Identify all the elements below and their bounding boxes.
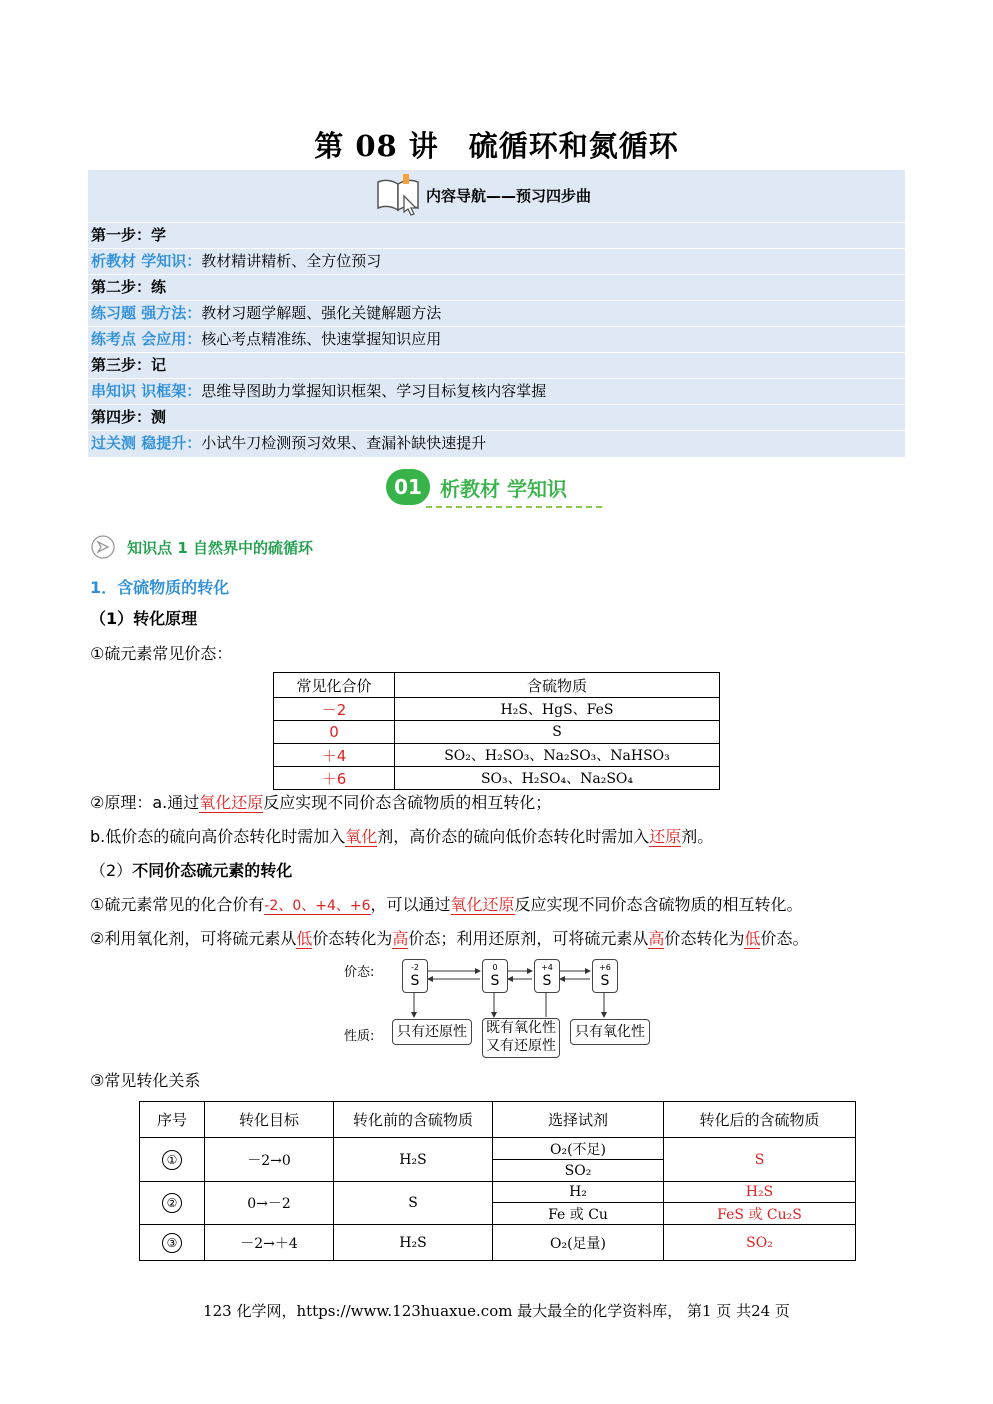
nav-step-label: 第三步：记 xyxy=(91,356,167,374)
box-valence: -2 xyxy=(411,963,419,972)
valence-cell: ＋6 xyxy=(274,767,395,790)
nav-row-step3 xyxy=(88,352,905,377)
target-cell: －2→＋4 xyxy=(205,1225,334,1261)
valence-diagram xyxy=(340,955,660,1060)
table-row xyxy=(274,744,720,767)
table-row xyxy=(274,721,720,744)
answer-blank: 氧化还原 xyxy=(199,793,264,812)
banner-number: 01 xyxy=(386,469,430,505)
page-title: 第 08 讲 硫循环和氮循环 xyxy=(314,129,679,163)
row-number: ① xyxy=(140,1138,205,1182)
table-header-cell: 转化后的含硫物质 xyxy=(664,1102,856,1138)
text-span: （2） xyxy=(90,861,133,880)
paragraph-principle-a xyxy=(90,790,551,813)
text-span: 反应实现不同价态含硫物质的相互转化。 xyxy=(514,895,803,914)
answer-blank: 低 xyxy=(296,929,313,948)
answer-blank: 氧化还原 xyxy=(450,895,515,914)
text-span: ，可以通过 xyxy=(370,895,451,914)
answer-blank: 高 xyxy=(648,929,665,948)
substance-cell: H₂S、HgS、FeS xyxy=(395,698,720,721)
text-span: 剂，高价态的硫向低价态转化时需加入 xyxy=(377,827,650,846)
property-box-reducing: 只有还原性 xyxy=(392,1019,472,1045)
text-span: ②利用氧化剂，可将硫元素从 xyxy=(90,929,297,948)
banner-underline xyxy=(426,506,602,508)
nav-item-lead: 练考点 会应用： xyxy=(91,330,202,348)
after-cell: H₂S xyxy=(664,1182,856,1203)
paragraph-principle-b xyxy=(90,824,713,847)
nav-step-label: 第二步：练 xyxy=(91,278,167,296)
section-heading-1: 1．含硫物质的转化 xyxy=(90,578,230,597)
nav-row-step1 xyxy=(88,222,905,247)
property-box-both xyxy=(482,1018,560,1058)
subsection-heading-2 xyxy=(90,858,292,881)
table-header-cell: 含硫物质 xyxy=(395,673,720,698)
nav-item-text: 教材习题学解题、强化关键解题方法 xyxy=(201,304,442,322)
substance-cell: SO₃、H₂SO₄、Na₂SO₄ xyxy=(395,767,720,790)
reagent-cell: O₂(足量) xyxy=(493,1225,664,1261)
nav-item-lead: 析教材 学知识： xyxy=(91,252,202,270)
nav-item-text: 核心考点精准练、快速掌握知识应用 xyxy=(201,330,442,348)
paragraph-common-conversions: ③常见转化关系 xyxy=(90,1071,201,1090)
text-span: 价态转化为 xyxy=(664,929,745,948)
substance-cell: SO₂、H₂SO₃、Na₂SO₃、NaHSO₃ xyxy=(395,744,720,767)
property-line: 又有还原性 xyxy=(486,1038,556,1054)
paragraph-valence-intro: ①硫元素常见价态： xyxy=(90,644,233,663)
nav-row-item xyxy=(88,378,905,403)
table-header-row xyxy=(274,673,720,698)
table-row xyxy=(140,1182,856,1203)
conversion-table xyxy=(139,1101,856,1261)
section-banner xyxy=(386,469,606,513)
nav-step-label: 第四步：测 xyxy=(91,408,167,426)
book-pointer-icon xyxy=(374,172,424,216)
text-span: 不同价态硫元素的转化 xyxy=(132,861,293,880)
box-symbol: S xyxy=(542,973,552,989)
paragraph-valences xyxy=(90,892,803,915)
after-cell: SO₂ xyxy=(664,1225,856,1261)
table-header-cell: 序号 xyxy=(140,1102,205,1138)
diagram-label-valence: 价态: xyxy=(344,965,375,980)
box-valence: +6 xyxy=(599,963,611,972)
valence-cell: －2 xyxy=(274,698,395,721)
table-header-cell: 转化前的含硫物质 xyxy=(334,1102,493,1138)
box-symbol: S xyxy=(410,973,420,989)
text-span: 价态；利用还原剂，可将硫元素从 xyxy=(408,929,649,948)
reagent-cell: Fe 或 Cu xyxy=(493,1203,664,1225)
text-span: 价态。 xyxy=(760,929,809,948)
subsection-heading-1: （1）转化原理 xyxy=(90,609,198,628)
valence-cell: ＋4 xyxy=(274,744,395,767)
target-cell: －2→0 xyxy=(205,1138,334,1182)
box-symbol: S xyxy=(600,973,610,989)
answer-blank: 高 xyxy=(392,929,409,948)
target-cell: 0→－2 xyxy=(205,1182,334,1225)
substance-cell: S xyxy=(395,721,720,744)
answer-blank: 氧化 xyxy=(345,827,378,846)
nav-item-lead: 过关测 稳提升： xyxy=(91,434,202,452)
text-span: ②原理：a.通过 xyxy=(90,793,200,812)
property-box-oxidizing: 只有氧化性 xyxy=(570,1019,650,1045)
nav-item-text: 小试牛刀检测预习效果、查漏补缺快速提升 xyxy=(201,434,487,452)
valence-table xyxy=(273,672,720,790)
row-number: ③ xyxy=(140,1225,205,1261)
row-number: ② xyxy=(140,1182,205,1225)
reagent-cell: O₂(不足) xyxy=(493,1138,664,1160)
nav-item-text: 思维导图助力掌握知识框架、学习目标复核内容掌握 xyxy=(201,382,547,400)
nav-row-step2 xyxy=(88,274,905,299)
text-span: b.低价态的硫向高价态转化时需加入 xyxy=(90,827,346,846)
box-valence: 0 xyxy=(492,963,498,972)
nav-header-text: 内容导航——预习四步曲 xyxy=(426,187,592,205)
nav-row-step4 xyxy=(88,404,905,429)
nav-item-lead: 串知识 识框架： xyxy=(91,382,202,400)
text-span: 价态转化为 xyxy=(312,929,393,948)
nav-header xyxy=(88,170,905,218)
banner-title: 析教材 学知识 xyxy=(440,477,567,501)
before-cell: S xyxy=(334,1182,493,1225)
before-cell: H₂S xyxy=(334,1138,493,1182)
after-cell: FeS 或 Cu₂S xyxy=(664,1203,856,1225)
valence-cell: 0 xyxy=(274,721,395,744)
table-row xyxy=(140,1225,856,1261)
answer-blank: 还原 xyxy=(649,827,682,846)
table-header-cell: 常见化合价 xyxy=(274,673,395,698)
table-row xyxy=(274,698,720,721)
nav-item-lead: 练习题 强方法： xyxy=(91,304,202,322)
nav-row-item xyxy=(88,300,905,325)
content-navigation-panel xyxy=(88,170,905,457)
table-header-cell: 选择试剂 xyxy=(493,1102,664,1138)
nav-step-label: 第一步：学 xyxy=(91,226,167,244)
nav-row-item xyxy=(88,430,905,455)
diagram-label-property: 性质: xyxy=(344,1029,375,1044)
box-valence: +4 xyxy=(541,963,553,972)
table-header-row xyxy=(140,1102,856,1138)
text-span: 剂。 xyxy=(681,827,714,846)
answer-blank: 低 xyxy=(744,929,761,948)
nav-item-text: 教材精讲精析、全方位预习 xyxy=(201,252,382,270)
before-cell: H₂S xyxy=(334,1225,493,1261)
knowledge-point-heading xyxy=(90,534,313,560)
text-span: ①硫元素常见的化合价有 xyxy=(90,895,265,914)
after-cell: S xyxy=(664,1138,856,1182)
text-span: 反应实现不同价态含硫物质的相互转化； xyxy=(263,793,552,812)
nav-row-item xyxy=(88,326,905,351)
nav-row-item xyxy=(88,248,905,273)
table-header-cell: 转化目标 xyxy=(205,1102,334,1138)
page-footer: 123 化学网，https://www.123huaxue.com 最大最全的化学资料库， 第1 页 共24 页 xyxy=(203,1302,790,1320)
paragraph-oxidant-reductant xyxy=(90,926,808,949)
box-symbol: S xyxy=(490,973,500,989)
property-line: 既有氧化性 xyxy=(486,1020,556,1036)
arrow-circle-icon xyxy=(90,534,116,560)
knowledge-point-title: 知识点 1 自然界中的硫循环 xyxy=(127,538,313,557)
table-row xyxy=(274,767,720,790)
table-row xyxy=(140,1138,856,1160)
reagent-cell: H₂ xyxy=(493,1182,664,1203)
answer-blank: -2、0、+4、+6 xyxy=(264,898,371,914)
reagent-cell: SO₂ xyxy=(493,1160,664,1182)
